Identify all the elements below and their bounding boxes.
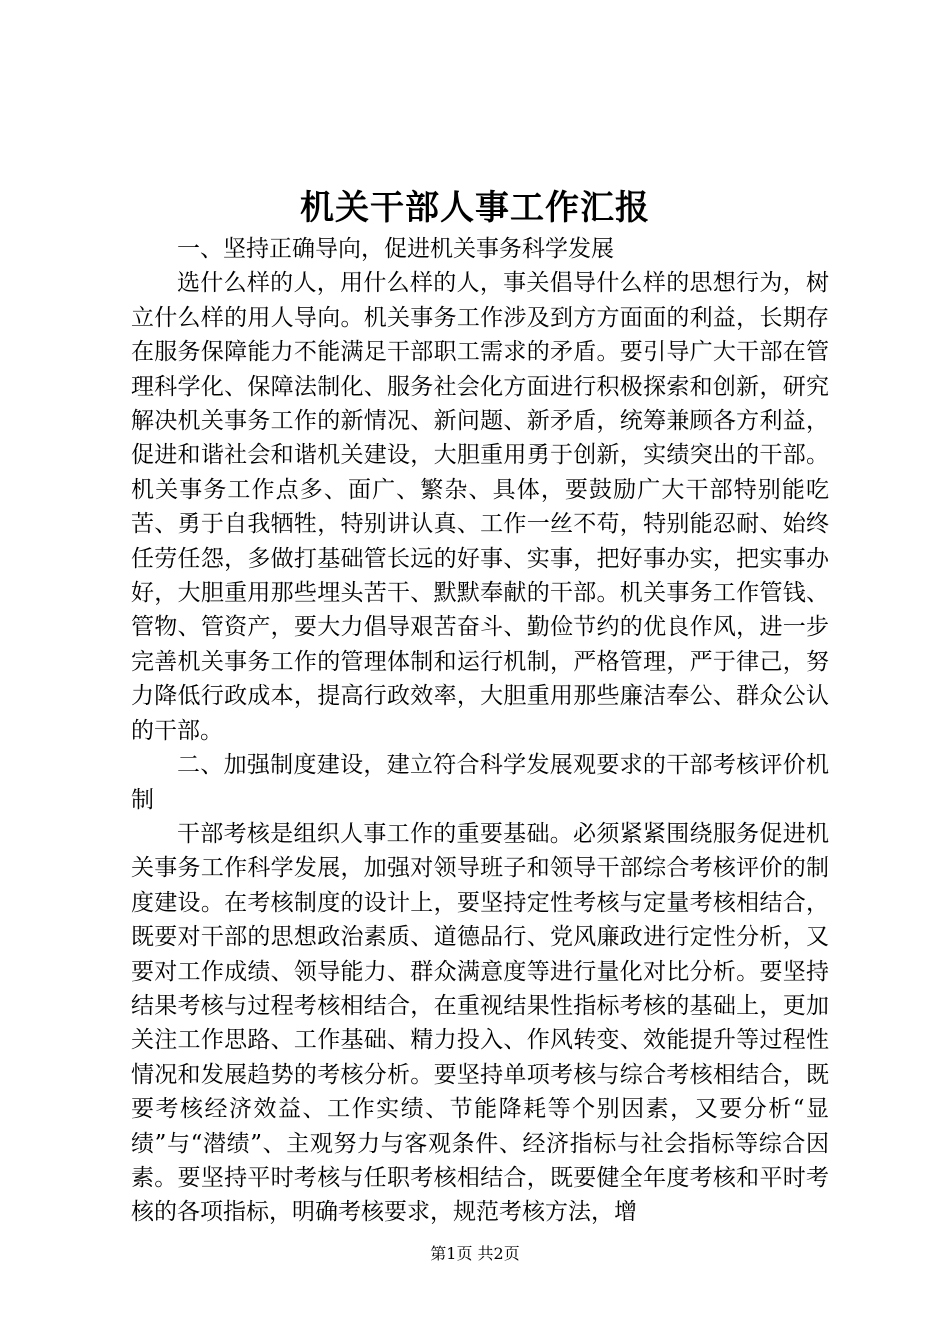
page-number-footer: 第1页 共2页	[430, 1244, 520, 1263]
body-paragraph-2: 干部考核是组织人事工作的重要基础。必须紧紧围绕服务促进机关事务工作科学发展，加强对领导班子和领导干部综合考核评价的制度建设。在考核制度的设计上，要坚持定性考核与定量考核相结合，既要对干部的思想政治素质、道德品行、党风廉政进行定性分析，又要对工作成绩、领导能力、群众满意度等进行量化对比分析。要坚持结果考核与过程考核相结合，在重视结果性指标考核的基础上，更加关注工作思路、工作基础、精力投入、作风转变、效能提升等过程性情况和发展趋势的考核分析。要坚持单项考核与综合考核相结合，既要考核经济效益、工作实绩、节能降耗等个别因素，又要分析“显绩”与“潜绩”、主观努力与客观条件、经济指标与社会指标等综合因素。要坚持平时考核与任职考核相结合，既要健全年度考核和平时考核的各项指标，明确考核要求，规范考核方法，增	[131, 820, 829, 1226]
section-heading-1: 一、坚持正确导向，促进机关事务科学发展	[177, 236, 614, 262]
body-paragraph-1: 选什么样的人，用什么样的人，事关倡导什么样的思想行为，树立什么样的用人导向。机关事务工作涉及到方方面面的利益，长期存在服务保障能力不能满足干部职工需求的矛盾。要引导广大干部在管理科学化、保障法制化、服务社会化方面进行积极探索和创新，研究解决机关事务工作的新情况、新问题、新矛盾，统筹兼顾各方利益，促进和谐社会和谐机关建设，大胆重用勇于创新，实绩突出的干部。机关事务工作点多、面广、繁杂、具体，要鼓励广大干部特别能吃苦、勇于自我牺牲，特别讲认真、工作一丝不苟，特别能忍耐、始终任劳任怨，多做打基础管长远的好事、实事，把好事办实，把实事办好，大胆重用那些埋头苦干、默默奉献的干部。机关事务工作管钱、管物、管资产，要大力倡导艰苦奋斗、勤俭节约的优良作风，进一步完善机关事务工作的管理体制和运行机制，严格管理，严于律己，努力降低行政成本，提高行政效率，大胆重用那些廉洁奉公、群众公认的干部。	[131, 270, 829, 744]
document-body	[131, 232, 829, 1230]
section-heading-2: 二、加强制度建设，建立符合科学发展观要求的干部考核评价机制	[131, 752, 829, 813]
document-title: 机关干部人事工作汇报	[300, 188, 650, 228]
